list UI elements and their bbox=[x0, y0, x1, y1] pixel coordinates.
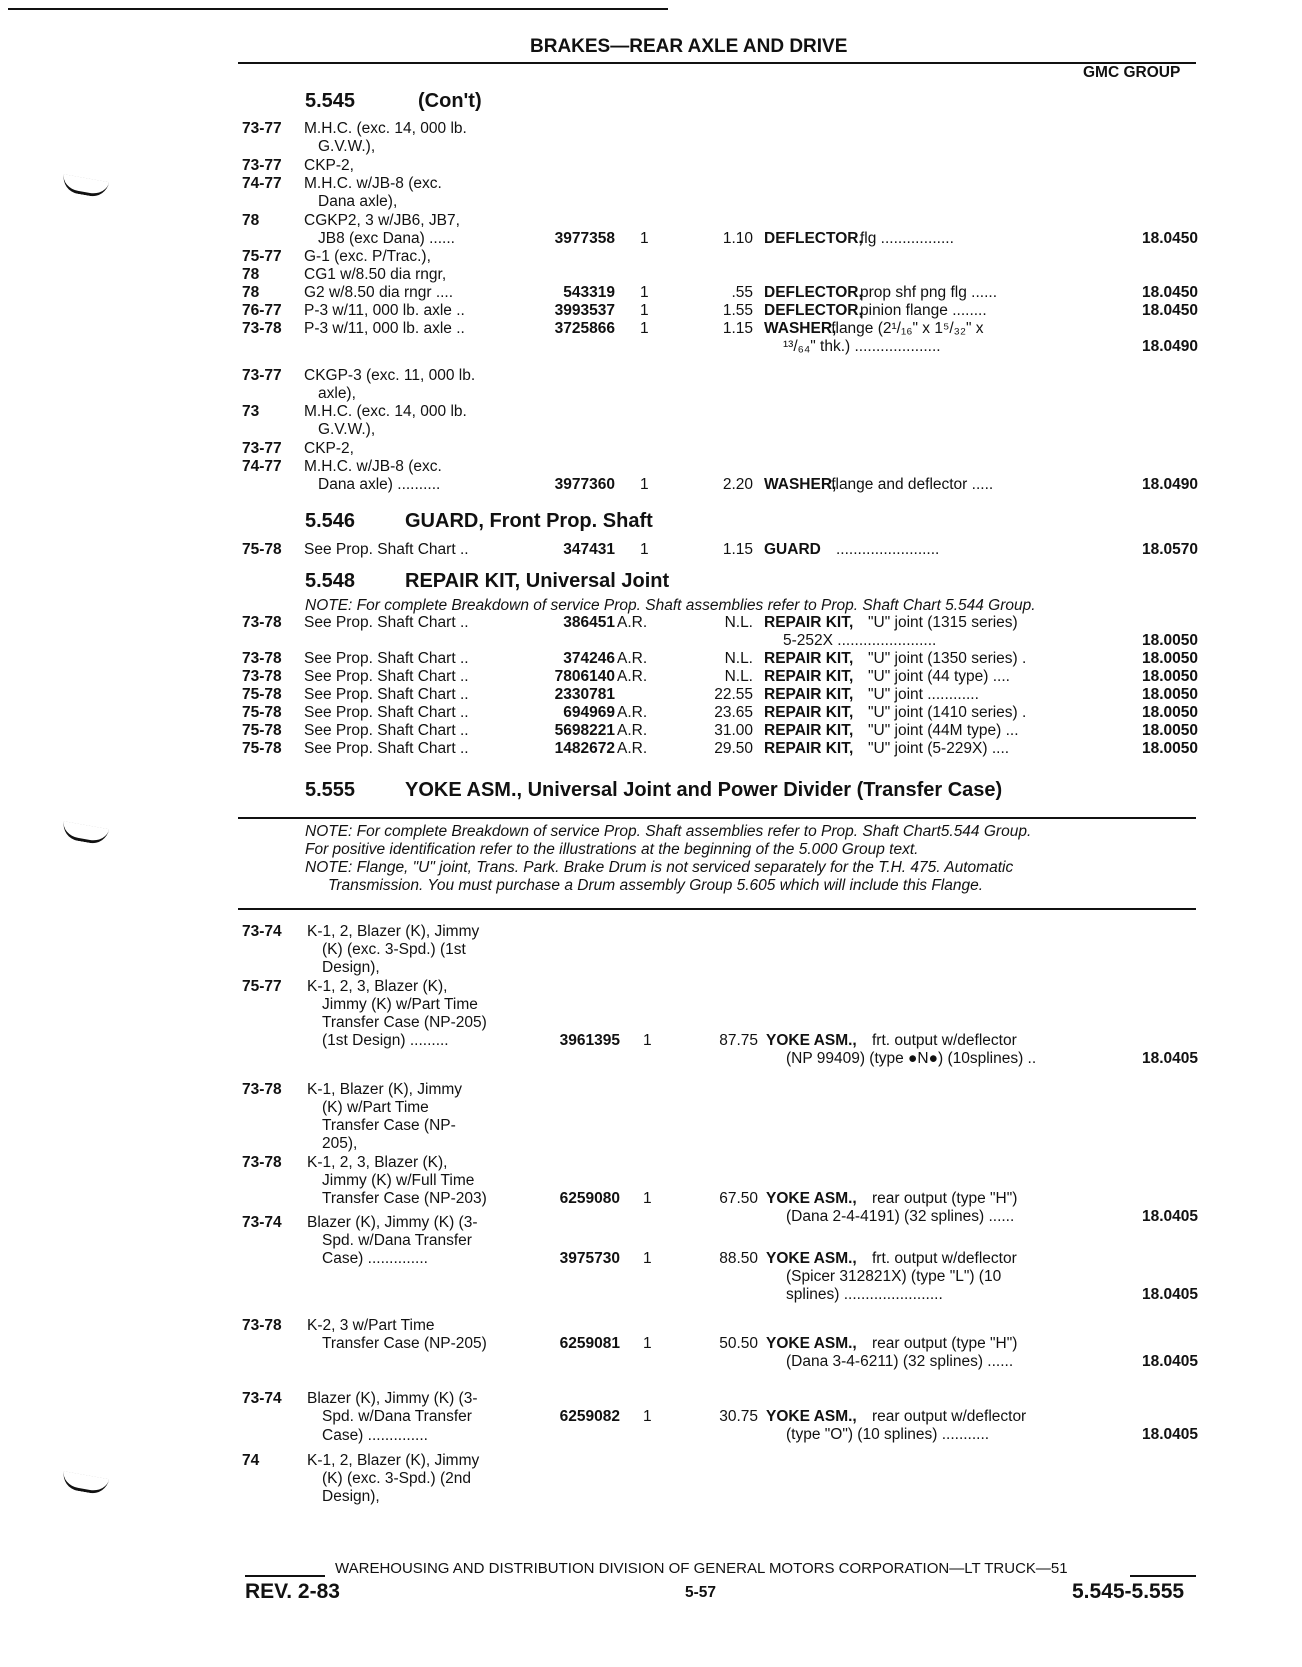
year-range: 75-77 bbox=[242, 248, 282, 265]
price: 50.50 bbox=[719, 1335, 758, 1352]
application-text: Dana axle), bbox=[318, 193, 398, 210]
group-number: 18.0050 bbox=[1141, 668, 1198, 685]
year-range: 75-77 bbox=[242, 978, 282, 995]
quantity-as-required: A.R. bbox=[617, 650, 648, 667]
part-number: 6259080 bbox=[559, 1190, 620, 1207]
price: 67.50 bbox=[719, 1190, 758, 1207]
part-description: rear output (type "H") bbox=[872, 1190, 1018, 1207]
part-number: 7806140 bbox=[554, 668, 615, 685]
price: N.L. bbox=[724, 614, 753, 631]
year-range: 75-78 bbox=[242, 704, 282, 721]
part-number: 5698221 bbox=[554, 722, 615, 739]
part-description: prop shf png flg ...... bbox=[860, 284, 997, 301]
application-text: Spd. w/Dana Transfer bbox=[322, 1408, 472, 1425]
section-5545-number: 5.545 bbox=[305, 90, 356, 112]
part-description: rear output w/deflector bbox=[872, 1408, 1027, 1425]
application-text: M.H.C. (exc. 14, 000 lb. bbox=[304, 403, 467, 420]
application-text: P-3 w/11, 000 lb. axle .. bbox=[304, 302, 465, 319]
price: 1.15 bbox=[722, 541, 753, 558]
binding-mark-1 bbox=[61, 174, 109, 199]
year-range: 73-74 bbox=[242, 1390, 282, 1407]
part-name: GUARD bbox=[764, 541, 821, 558]
application-text: See Prop. Shaft Chart .. bbox=[304, 668, 469, 685]
part-number: 6259081 bbox=[559, 1335, 620, 1352]
part-name: REPAIR KIT, bbox=[764, 668, 854, 685]
section-5546-title: GUARD, Front Prop. Shaft bbox=[405, 510, 653, 532]
quantity: 1 bbox=[640, 320, 649, 337]
application-text: Jimmy (K) w/Full Time bbox=[322, 1172, 475, 1189]
section-5555-note-2: For positive identification refer to the illustrations at the beginning of the 5.000 Group text. bbox=[305, 841, 919, 858]
group-number: 18.0050 bbox=[1141, 740, 1198, 757]
application-text: 205), bbox=[322, 1135, 358, 1152]
quantity-as-required: A.R. bbox=[617, 668, 648, 685]
part-name: REPAIR KIT, bbox=[764, 740, 854, 757]
quantity-as-required: A.R. bbox=[617, 614, 648, 631]
quantity: 1 bbox=[640, 284, 649, 301]
application-text: G.V.W.), bbox=[318, 138, 376, 155]
part-number: 1482672 bbox=[554, 740, 615, 757]
year-range: 74 bbox=[242, 1452, 260, 1469]
application-text: K-1, Blazer (K), Jimmy bbox=[307, 1081, 463, 1098]
application-text: P-3 w/11, 000 lb. axle .. bbox=[304, 320, 465, 337]
price: 29.50 bbox=[714, 740, 753, 757]
application-text: Spd. w/Dana Transfer bbox=[322, 1232, 472, 1249]
year-range: 73 bbox=[242, 403, 260, 420]
application-text: See Prop. Shaft Chart .. bbox=[304, 686, 469, 703]
part-name: YOKE ASM., bbox=[766, 1408, 857, 1425]
price: .55 bbox=[731, 284, 753, 301]
group-number: 18.0405 bbox=[1141, 1353, 1198, 1370]
application-text: axle), bbox=[318, 385, 356, 402]
quantity: 1 bbox=[643, 1250, 652, 1267]
year-range: 73-77 bbox=[242, 120, 282, 137]
application-text: CG1 w/8.50 dia rngr, bbox=[304, 266, 447, 283]
group-number: 18.0450 bbox=[1141, 284, 1198, 301]
year-range: 73-74 bbox=[242, 1214, 282, 1231]
group-number: 18.0050 bbox=[1141, 686, 1198, 703]
page-title: BRAKES—REAR AXLE AND DRIVE bbox=[530, 36, 848, 57]
application-text: Case) .............. bbox=[322, 1250, 428, 1267]
group-number: 18.0405 bbox=[1141, 1286, 1198, 1303]
application-text: G-1 (exc. P/Trac.), bbox=[304, 248, 431, 265]
price: 1.10 bbox=[722, 230, 753, 247]
part-description: "U" joint ............ bbox=[868, 686, 979, 703]
section-5555-note-1: NOTE: For complete Breakdown of service Prop. Shaft assemblies refer to Prop. Shaft Chart5.544 Group. bbox=[305, 823, 1032, 840]
section-5555-number: 5.555 bbox=[305, 779, 356, 801]
year-range: 73-78 bbox=[242, 668, 282, 685]
application-text: K-1, 2, Blazer (K), Jimmy bbox=[307, 1452, 480, 1469]
price: 87.75 bbox=[719, 1032, 758, 1049]
year-range: 78 bbox=[242, 212, 260, 229]
group-number: 18.0405 bbox=[1141, 1208, 1198, 1225]
group-number: 18.0050 bbox=[1141, 650, 1198, 667]
part-description: flange (2¹/₁₆" x 1⁵/₃₂" x bbox=[831, 320, 984, 337]
year-range: 75-78 bbox=[242, 740, 282, 757]
year-range: 73-78 bbox=[242, 1154, 282, 1171]
application-text: K-1, 2, 3, Blazer (K), bbox=[307, 978, 448, 995]
application-text: G2 w/8.50 dia rngr .... bbox=[304, 284, 454, 301]
part-description: flg ................. bbox=[860, 230, 954, 247]
part-description: frt. output w/deflector bbox=[872, 1250, 1017, 1267]
part-name: DEFLECTOR, bbox=[764, 284, 863, 301]
part-description-cont: ¹³/₆₄" thk.) .................... bbox=[783, 338, 941, 355]
section-5555-rule-top bbox=[238, 817, 1196, 819]
price: 23.65 bbox=[714, 704, 753, 721]
application-text: Design), bbox=[322, 959, 380, 976]
section-5555-title: YOKE ASM., Universal Joint and Power Divider (Transfer Case) bbox=[405, 779, 1003, 801]
application-text: CGKP2, 3 w/JB6, JB7, bbox=[304, 212, 460, 229]
part-name: REPAIR KIT, bbox=[764, 650, 854, 667]
application-text: Design), bbox=[322, 1488, 380, 1505]
part-description-cont: (Dana 3-4-6211) (32 splines) ...... bbox=[786, 1353, 1014, 1370]
price: 1.55 bbox=[722, 302, 753, 319]
price: 31.00 bbox=[714, 722, 753, 739]
part-number: 2330781 bbox=[554, 686, 615, 703]
application-text: CKP-2, bbox=[304, 157, 354, 174]
binding-mark-3 bbox=[61, 1471, 109, 1496]
section-5546-number: 5.546 bbox=[305, 510, 356, 532]
part-description: "U" joint (1315 series) bbox=[868, 614, 1018, 631]
part-name: YOKE ASM., bbox=[766, 1335, 857, 1352]
price: 2.20 bbox=[722, 476, 753, 493]
section-5548-title: REPAIR KIT, Universal Joint bbox=[405, 570, 670, 592]
application-text: See Prop. Shaft Chart .. bbox=[304, 740, 469, 757]
part-name: WASHER, bbox=[764, 320, 837, 337]
quantity: 1 bbox=[640, 302, 649, 319]
application-text: (K) w/Part Time bbox=[322, 1099, 429, 1116]
price: 30.75 bbox=[719, 1408, 758, 1425]
part-name: YOKE ASM., bbox=[766, 1032, 857, 1049]
part-description: "U" joint (44 type) .... bbox=[868, 668, 1010, 685]
year-range: 73-77 bbox=[242, 367, 282, 384]
part-description: frt. output w/deflector bbox=[872, 1032, 1017, 1049]
footer-rule-right bbox=[1130, 1575, 1196, 1577]
part-name: REPAIR KIT, bbox=[764, 686, 854, 703]
section-5545-title: (Con't) bbox=[418, 90, 482, 112]
application-text: Dana axle) .......... bbox=[318, 476, 441, 493]
application-text: G.V.W.), bbox=[318, 421, 376, 438]
part-description-cont: (type "O") (10 splines) ........... bbox=[786, 1426, 990, 1443]
application-text: Transfer Case (NP-205) bbox=[322, 1335, 487, 1352]
group-number: 18.0050 bbox=[1141, 704, 1198, 721]
part-number: 386451 bbox=[563, 614, 615, 631]
part-description: "U" joint (44M type) ... bbox=[868, 722, 1019, 739]
price: 1.15 bbox=[722, 320, 753, 337]
group-number: 18.0450 bbox=[1141, 230, 1198, 247]
part-name: DEFLECTOR, bbox=[764, 302, 863, 319]
price: 88.50 bbox=[719, 1250, 758, 1267]
header-rule bbox=[238, 62, 1196, 64]
group-number: 18.0490 bbox=[1141, 338, 1198, 355]
group-label: GMC GROUP bbox=[1083, 64, 1181, 81]
binding-mark-2 bbox=[61, 821, 109, 846]
application-text: M.H.C. w/JB-8 (exc. bbox=[304, 175, 442, 192]
top-rule bbox=[8, 8, 668, 10]
application-text: Transfer Case (NP-203) bbox=[322, 1190, 487, 1207]
part-name: WASHER, bbox=[764, 476, 837, 493]
part-description: rear output (type "H") bbox=[872, 1335, 1018, 1352]
quantity-as-required: A.R. bbox=[617, 722, 648, 739]
application-text: Blazer (K), Jimmy (K) (3- bbox=[307, 1214, 478, 1231]
part-description-cont: (Spicer 312821X) (type "L") (10 bbox=[786, 1268, 1002, 1285]
part-number: 6259082 bbox=[559, 1408, 620, 1425]
footer-rule-left bbox=[245, 1575, 325, 1577]
part-number: 3725866 bbox=[554, 320, 615, 337]
year-range: 73-78 bbox=[242, 1081, 282, 1098]
part-description-cont: 5-252X ....................... bbox=[783, 632, 937, 649]
section-5555-note-3: NOTE: Flange, "U" joint, Trans. Park. Brake Drum is not serviced separately for the T.H. 475. Automatic bbox=[305, 859, 1014, 876]
part-description: "U" joint (1410 series) . bbox=[868, 704, 1027, 721]
part-description: "U" joint (1350 series) . bbox=[868, 650, 1027, 667]
part-number: 694969 bbox=[563, 704, 615, 721]
year-range: 73-78 bbox=[242, 1317, 282, 1334]
year-range: 75-78 bbox=[242, 686, 282, 703]
quantity: 1 bbox=[640, 230, 649, 247]
quantity: 1 bbox=[643, 1335, 652, 1352]
group-number: 18.0450 bbox=[1141, 302, 1198, 319]
price: N.L. bbox=[724, 668, 753, 685]
year-range: 76-77 bbox=[242, 302, 282, 319]
group-number: 18.0050 bbox=[1141, 632, 1198, 649]
application-text: Blazer (K), Jimmy (K) (3- bbox=[307, 1390, 478, 1407]
application-text: K-1, 2, Blazer (K), Jimmy bbox=[307, 923, 480, 940]
group-number: 18.0050 bbox=[1141, 722, 1198, 739]
part-number: 374246 bbox=[563, 650, 615, 667]
part-description-cont: splines) ....................... bbox=[786, 1286, 943, 1303]
part-name: YOKE ASM., bbox=[766, 1250, 857, 1267]
year-range: 73-74 bbox=[242, 923, 282, 940]
year-range: 73-78 bbox=[242, 320, 282, 337]
part-number: 3977360 bbox=[554, 476, 615, 493]
group-number: 18.0490 bbox=[1141, 476, 1198, 493]
part-name: REPAIR KIT, bbox=[764, 614, 854, 631]
year-range: 74-77 bbox=[242, 175, 282, 192]
year-range: 74-77 bbox=[242, 458, 282, 475]
application-text: (K) (exc. 3-Spd.) (1st bbox=[322, 941, 466, 958]
year-range: 78 bbox=[242, 266, 260, 283]
year-range: 73-77 bbox=[242, 157, 282, 174]
price: N.L. bbox=[724, 650, 753, 667]
section-5555-note-4: Transmission. You must purchase a Drum assembly Group 5.605 which will include this Flange. bbox=[328, 877, 984, 894]
application-text: See Prop. Shaft Chart .. bbox=[304, 614, 469, 631]
application-text: See Prop. Shaft Chart .. bbox=[304, 650, 469, 667]
application-text: See Prop. Shaft Chart .. bbox=[304, 704, 469, 721]
section-5548-note: NOTE: For complete Breakdown of service Prop. Shaft assemblies refer to Prop. Shaft Chart 5.544 Group. bbox=[305, 597, 1036, 614]
year-range: 78 bbox=[242, 284, 260, 301]
part-number: 3977358 bbox=[554, 230, 615, 247]
section-5555-rule-bottom bbox=[238, 908, 1196, 910]
group-number: 18.0405 bbox=[1141, 1050, 1198, 1067]
footer-group-range: 5.545-5.555 bbox=[1072, 1580, 1185, 1603]
year-range: 75-78 bbox=[242, 541, 282, 558]
quantity-as-required: A.R. bbox=[617, 704, 648, 721]
application-text: CKP-2, bbox=[304, 440, 354, 457]
part-name: YOKE ASM., bbox=[766, 1190, 857, 1207]
application-text: (1st Design) ......... bbox=[322, 1032, 449, 1049]
application-text: Transfer Case (NP- bbox=[322, 1117, 456, 1134]
part-number: 3961395 bbox=[559, 1032, 620, 1049]
application-text: See Prop. Shaft Chart .. bbox=[304, 541, 469, 558]
part-description: ........................ bbox=[836, 541, 940, 558]
year-range: 73-78 bbox=[242, 614, 282, 631]
part-number: 3975730 bbox=[559, 1250, 620, 1267]
group-number: 18.0405 bbox=[1141, 1426, 1198, 1443]
part-name: REPAIR KIT, bbox=[764, 704, 854, 721]
quantity: 1 bbox=[640, 476, 649, 493]
part-number: 347431 bbox=[563, 541, 615, 558]
footer-division: WAREHOUSING AND DISTRIBUTION DIVISION OF GENERAL MOTORS CORPORATION—LT TRUCK—51 bbox=[335, 1560, 1068, 1577]
application-text: M.H.C. (exc. 14, 000 lb. bbox=[304, 120, 467, 137]
part-description: "U" joint (5-229X) .... bbox=[868, 740, 1010, 757]
quantity: 1 bbox=[640, 541, 649, 558]
footer-page-number: 5-57 bbox=[685, 1584, 717, 1601]
part-description: flange and deflector ..... bbox=[831, 476, 994, 493]
part-description: pinion flange ........ bbox=[860, 302, 987, 319]
year-range: 73-78 bbox=[242, 650, 282, 667]
application-text: Case) .............. bbox=[322, 1427, 428, 1444]
application-text: (K) (exc. 3-Spd.) (2nd bbox=[322, 1470, 472, 1487]
application-text: Jimmy (K) w/Part Time bbox=[322, 996, 478, 1013]
section-5548-number: 5.548 bbox=[305, 570, 356, 592]
price: 22.55 bbox=[714, 686, 753, 703]
part-name: DEFLECTOR, bbox=[764, 230, 863, 247]
application-text: CKGP-3 (exc. 11, 000 lb. bbox=[304, 367, 476, 384]
part-number: 543319 bbox=[563, 284, 615, 301]
part-description-cont: (Dana 2-4-4191) (32 splines) ...... bbox=[786, 1208, 1015, 1225]
quantity-as-required: A.R. bbox=[617, 740, 648, 757]
application-text: K-1, 2, 3, Blazer (K), bbox=[307, 1154, 448, 1171]
part-description-cont: (NP 99409) (type ●N●) (10splines) .. bbox=[786, 1050, 1037, 1067]
group-number: 18.0570 bbox=[1141, 541, 1198, 558]
year-range: 75-78 bbox=[242, 722, 282, 739]
quantity: 1 bbox=[643, 1190, 652, 1207]
footer-revision: REV. 2-83 bbox=[245, 1580, 340, 1603]
application-text: Transfer Case (NP-205) bbox=[322, 1014, 487, 1031]
application-text: K-2, 3 w/Part Time bbox=[307, 1317, 435, 1334]
application-text: JB8 (exc Dana) ...... bbox=[318, 230, 455, 247]
application-text: See Prop. Shaft Chart .. bbox=[304, 722, 469, 739]
application-text: M.H.C. w/JB-8 (exc. bbox=[304, 458, 442, 475]
quantity: 1 bbox=[643, 1408, 652, 1425]
part-name: REPAIR KIT, bbox=[764, 722, 854, 739]
year-range: 73-77 bbox=[242, 440, 282, 457]
part-number: 3993537 bbox=[554, 302, 615, 319]
quantity: 1 bbox=[643, 1032, 652, 1049]
